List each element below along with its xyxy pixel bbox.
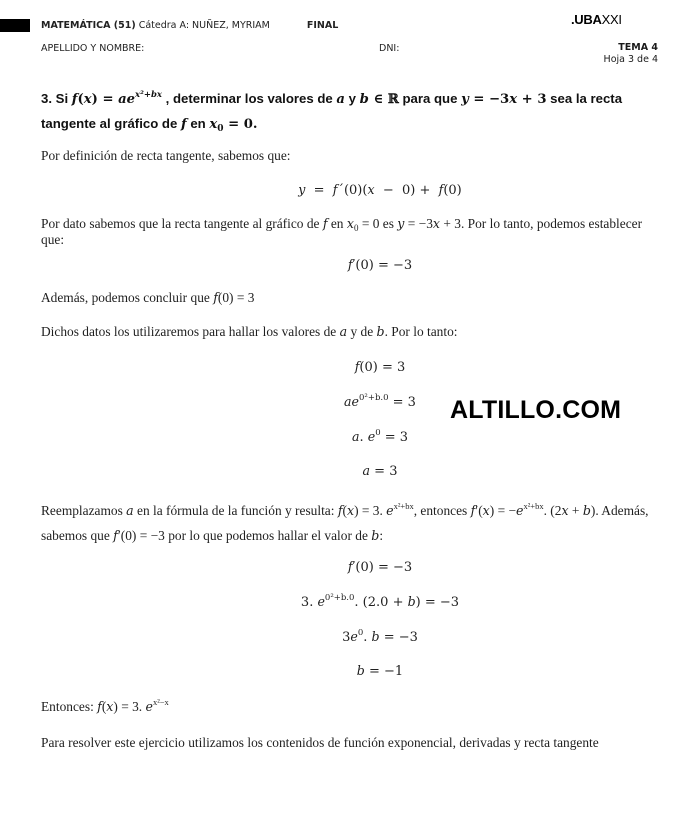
question-statement: 3. Si $f(x) = ae^{x^2+bx}$ , determinar los valores de a y b ∈ ℝ para que y = −3x + 3 sea la recta tangente al gráfico de f en $x_0 = 0$. — [41, 90, 623, 134]
tema-block — [604, 42, 658, 66]
altillo-watermark: ALTILLO.COM — [450, 396, 622, 424]
paragraph-final-function: Entonces: f(x) = 3. $e^{x^2-x}$ — [41, 697, 169, 714]
equation-derivative-at-zero: f′(0) = −3 — [347, 257, 413, 273]
paragraph-given-data: Por dato sabemos que la recta tangente al gráfico de f en $x_0 = 0$ es y = −3x + 3. Por lo tanto, podemos establecer que: — [41, 216, 643, 247]
equation-derivative-condition: f′(0) = −3 — [347, 559, 413, 575]
header-course-line — [41, 20, 338, 31]
equation-simplify: a. $e^0 = 3$ — [351, 428, 409, 445]
equation-b-result: b = −1 — [356, 663, 404, 679]
paragraph-definition: Por definición de recta tangente, sabemos que: — [41, 148, 291, 163]
uba-xxi-logo: .UBAXXI — [571, 12, 622, 27]
equation-f0: f(0) = 3 — [354, 359, 406, 375]
paragraph-replace: Reemplazamos a en la fórmula de la función y resulta: f(x) = 3. $e^{x^2+bx}$, entonces $f'(x) = -e^{x^2+bx}$. (2x + b). Además, sabemos que f′(0) = −3 por lo que podemos hallar el valor de b: — [41, 501, 649, 543]
tema-label: TEMA 4 — [618, 42, 658, 53]
dni-field-label: DNI: — [379, 43, 400, 54]
corner-black-bar — [0, 19, 30, 32]
name-field-label: APELLIDO Y NOMBRE: — [41, 43, 145, 54]
paragraph-use-data: Dichos datos los utilizaremos para hallar los valores de a y de b. Por lo tanto: — [41, 324, 458, 339]
equation-derivative-simplified: $3e^0$. b = −3 — [342, 628, 418, 645]
equation-tangent-definition: y = f´(0)(x − 0) + f(0) — [298, 182, 462, 198]
paragraph-conclusion: Además, podemos concluir que f(0) = 3 — [41, 290, 255, 305]
equation-substitution: $ae^{0^2+b.0} = 3$ — [344, 393, 416, 410]
equation-a-result: a = 3 — [362, 463, 398, 479]
course-title: MATEMÁTICA (51) — [41, 20, 136, 31]
equation-derivative-expanded: 3. $e^{0^2+b.0}$. (2.0 + b) = −3 — [300, 593, 460, 610]
paragraph-contents-used: Para resolver este ejercicio utilizamos los contenidos de función exponencial, derivadas y recta tangente — [41, 735, 599, 750]
page-counter: Hoja 3 de 4 — [603, 54, 658, 65]
exam-type: FINAL — [306, 20, 339, 31]
catedra-label: Cátedra A: NUÑEZ, MYRIAM — [138, 20, 270, 31]
